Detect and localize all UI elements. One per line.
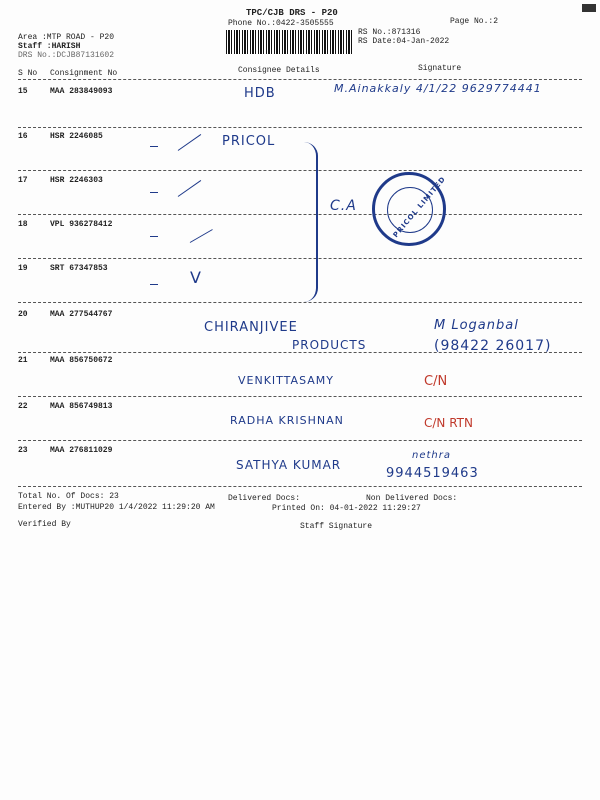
handwritten-consignee: CHIRANJIVEE (204, 320, 298, 335)
row-sno: 15 (18, 87, 28, 96)
barcode (226, 30, 354, 54)
tick-mark (178, 134, 202, 151)
entered-by: Entered By :MUTHUP20 1/4/2022 11:29:20 AM (18, 503, 215, 512)
staff-label: Staff :HARISH (18, 42, 81, 51)
row-consignment: VPL 936278412 (50, 220, 113, 229)
row-consignment: MAA 276811029 (50, 446, 113, 455)
row-divider (18, 170, 582, 171)
staff-signature: Staff Signature (300, 522, 373, 531)
handwritten-consignee-line2: PRODUCTS (292, 338, 367, 352)
non-delivered-docs: Non Delivered Docs: (366, 494, 458, 503)
row-sno: 19 (18, 264, 28, 273)
verified-by: Verified By (18, 520, 71, 529)
page-number: Page No.:2 (450, 17, 499, 26)
handwritten-consignee: PRICOL (222, 134, 276, 149)
handwritten-phone: 9944519463 (386, 466, 479, 481)
row-divider (18, 258, 582, 259)
row-consignment: MAA 856750672 (50, 356, 113, 365)
total-docs: Total No. Of Docs: 23 (18, 492, 119, 501)
header-divider (18, 79, 582, 80)
handwritten-signature: nethra (412, 450, 451, 461)
column-consignee: Consignee Details (238, 66, 320, 75)
phone-number: Phone No.:0422-3505555 (228, 19, 334, 28)
row-divider (18, 396, 582, 397)
dash-mark (150, 236, 158, 237)
handwritten-consignee: RADHA KRISHNAN (230, 414, 344, 427)
stamp-text: PRICOL LIMITED (391, 174, 448, 240)
handwritten-signature: M Loganbal (434, 318, 519, 333)
row-consignment: MAA 856749813 (50, 402, 113, 411)
column-consignment: Consignment No (50, 69, 118, 78)
row-sno: 17 (18, 176, 28, 185)
row-sno: 21 (18, 356, 28, 365)
handwritten-signature: M.Ainakkaly 4/1/22 9629774441 (334, 82, 542, 95)
dash-mark (150, 146, 158, 147)
handwritten-signature: C.A (330, 198, 357, 214)
drs-number: DRS No.:DCJB87131602 (18, 51, 115, 60)
row-consignment: HSR 2246085 (50, 132, 103, 141)
dash-mark (150, 192, 158, 193)
tick-mark (178, 180, 202, 197)
printed-on: Printed On: 04-01-2022 11:29:27 (272, 504, 421, 513)
handwritten-status: C/N RTN (424, 416, 473, 430)
handwritten-consignee: SATHYA KUMAR (236, 458, 342, 472)
row-sno: 16 (18, 132, 28, 141)
company-stamp (372, 172, 446, 246)
rs-date: RS Date:04-Jan-2022 (358, 37, 450, 46)
sheet-title: TPC/CJB DRS - P20 (246, 8, 338, 18)
handwritten-status: C/N (424, 374, 448, 389)
row-divider (18, 440, 582, 441)
tick-mark (190, 229, 213, 243)
rs-number: RS No.:871316 (358, 28, 421, 37)
handwritten-consignee: HDB (244, 86, 276, 101)
row-divider (18, 214, 582, 215)
row-consignment: HSR 2246303 (50, 176, 103, 185)
row-sno: 20 (18, 310, 28, 319)
column-signature: Signature (418, 64, 462, 73)
row-sno: 22 (18, 402, 28, 411)
row-consignment: SRT 67347853 (50, 264, 108, 273)
row-sno: 23 (18, 446, 28, 455)
area-label: Area :MTP ROAD - P20 (18, 33, 115, 42)
row-divider (18, 302, 582, 303)
handwritten-phone: (98422 26017) (434, 338, 552, 354)
handwritten-mark: V (190, 268, 202, 287)
scan-mark (582, 4, 596, 12)
handwritten-consignee: VENKITTASAMY (238, 374, 334, 387)
dash-mark (150, 284, 158, 285)
row-divider (18, 127, 582, 128)
delivered-docs: Delivered Docs: (228, 494, 301, 503)
row-sno: 18 (18, 220, 28, 229)
row-consignment: MAA 283849093 (50, 87, 113, 96)
brace-mark (302, 142, 318, 302)
row-divider (18, 486, 582, 487)
row-consignment: MAA 277544767 (50, 310, 113, 319)
column-sno: S No (18, 69, 38, 78)
